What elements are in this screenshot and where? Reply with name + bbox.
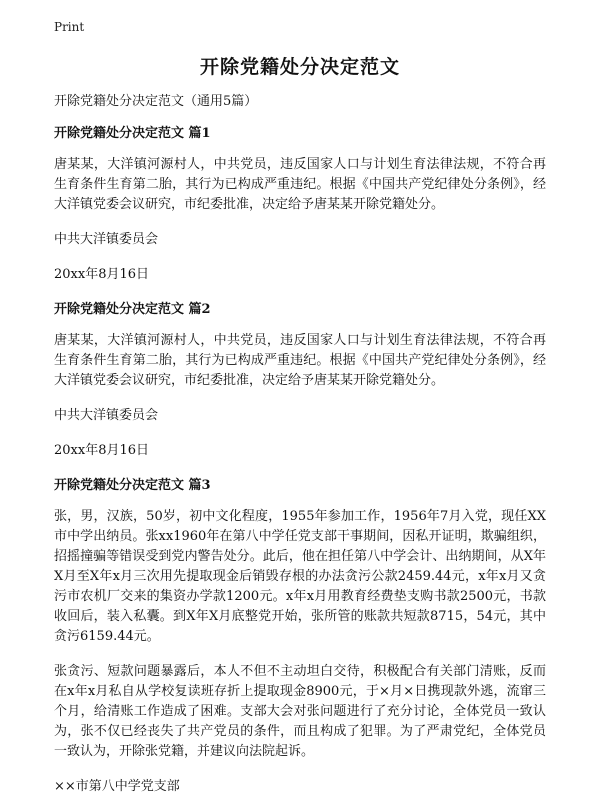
document-subtitle: 开除党籍处分决定范文（通用5篇） [54, 94, 258, 109]
section-3-signature: ××市第八中学党支部 [54, 779, 180, 794]
section-1-body: 唐某某，大洋镇河源村人，中共党员，违反国家人口与计划生育法律法规，不符合再生育条件生育第二胎，其行为已构成严重违纪。根据《中国共产党纪律处分条例》，经大洋镇党委会议研究，市纪委批准，决定给予唐某某开除党籍处分。 [54, 157, 546, 212]
section-3-body: 张，男，汉族，50岁，初中文化程度，1955年参加工作，1956年7月入党，现任XX市中学出纳员。张xx1960年在第八中学任党支部干事期间，因私开证明，欺骗组织，招摇撞骗等错误受到党内警告处分。此后，他在担任第八中学会计、出纳期间，从X年X月至X年x月三次用先提取现金后销毁存根的办法贪污公款2459.44元，x年x月又贪污市农机厂交来的集资办学款1200元。x年x月用教育经费垫支购书款2500元，书款收回后，装入私囊。到X年X月底整党开始，张所管的账款共短款8715，54元，其中贪污6159.44元。 [54, 509, 546, 644]
section-1-date: 20xx年8月16日 [54, 267, 150, 282]
section-2-heading: 开除党籍处分决定范文 篇2 [54, 302, 211, 317]
section-1-signature: 中共大洋镇委员会 [54, 232, 159, 247]
section-3-heading: 开除党籍处分决定范文 篇3 [54, 478, 211, 493]
section-1-heading: 开除党籍处分决定范文 篇1 [54, 126, 211, 141]
section-2-body: 唐某某，大洋镇河源村人，中共党员，违反国家人口与计划生育法律法规，不符合再生育条件生育第二胎，其行为已构成严重违纪。根据《中国共产党纪律处分条例》，经大洋镇党委会议研究，市纪委批准，决定给予唐某某开除党籍处分。 [54, 333, 546, 388]
section-3-body-2: 张贪污、短款问题暴露后，本人不但不主动坦白交待，积极配合有关部门清账，反而在x年x月私自从学校复读班存折上提取现金8900元，于×月×日携现款外逃，流窜三个月，给清账工作造成了困难。支部大会对张问题进行了充分讨论，全体党员一致认为，张不仅已经丧失了共产党员的条件，而且构成了犯罪。为了严肃党纪，全体党员一致认为，开除张党籍，并建议向法院起诉。 [54, 664, 546, 759]
print-link[interactable]: Print [54, 20, 85, 34]
section-2-signature: 中共大洋镇委员会 [54, 408, 159, 423]
section-2-date: 20xx年8月16日 [54, 443, 150, 458]
page-title: 开除党籍处分决定范文 [199, 56, 400, 78]
document-body [54, 92, 546, 812]
